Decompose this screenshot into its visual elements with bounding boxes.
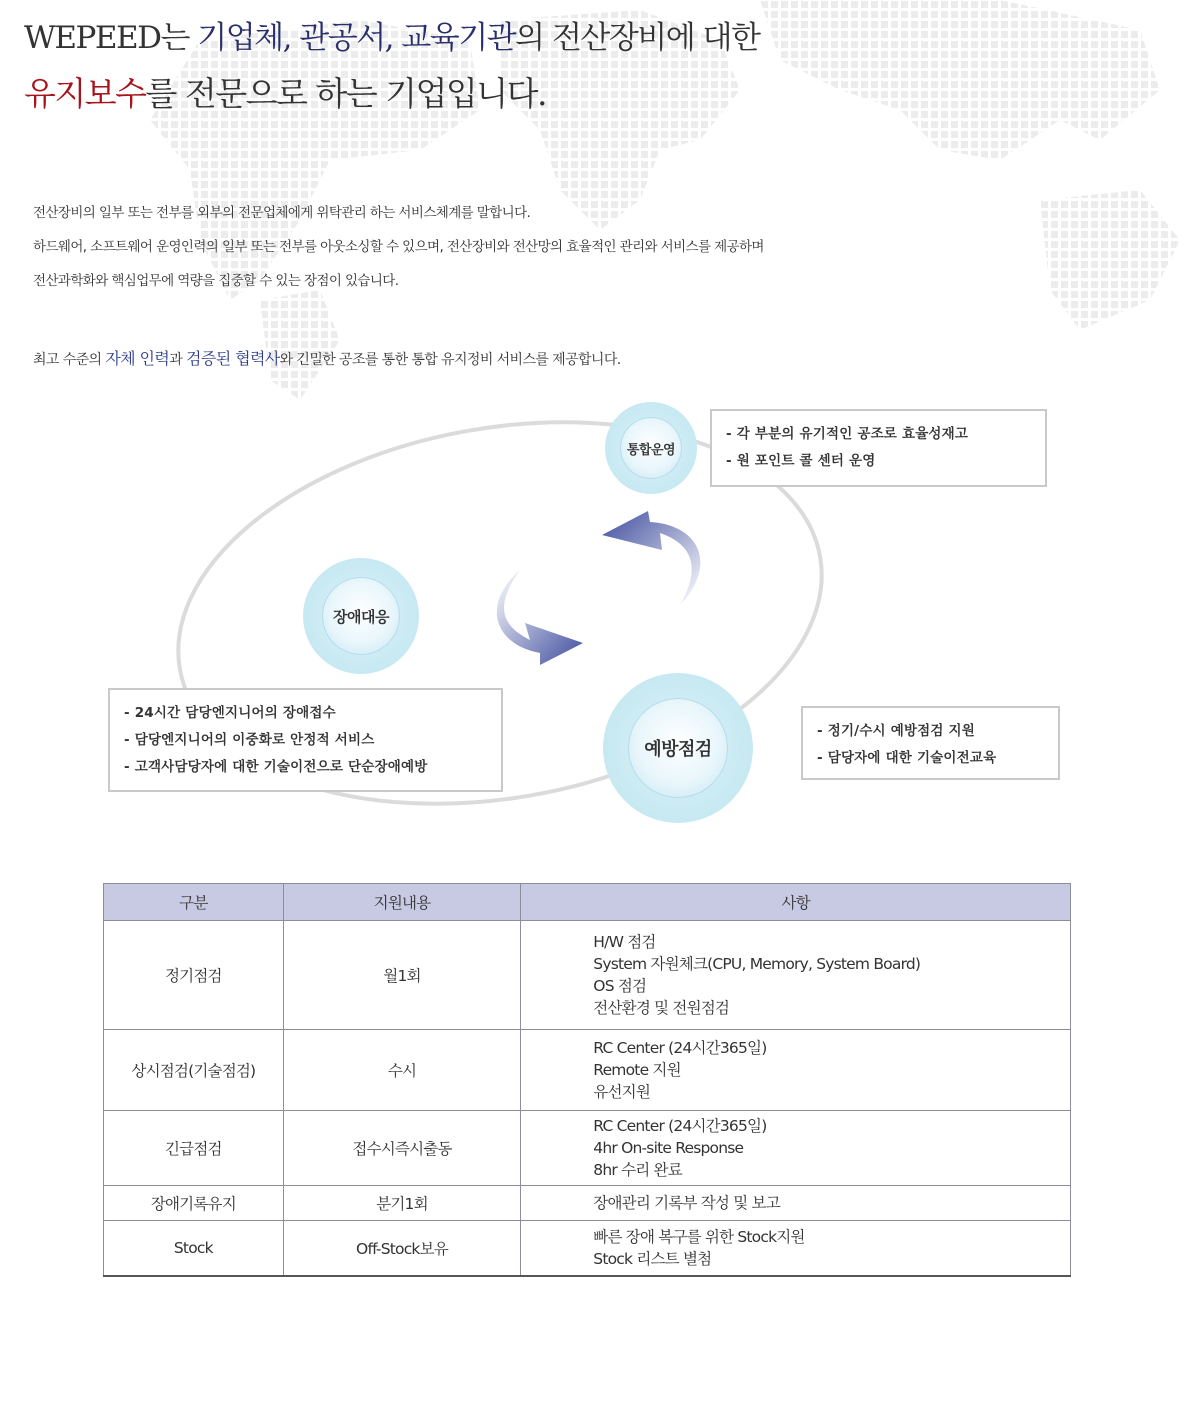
cell-category: 정기점검 bbox=[104, 921, 284, 1030]
summary-highlight-own-staff: 자체 인력 bbox=[105, 349, 170, 368]
service-summary bbox=[33, 346, 621, 369]
detail-line: 4hr On-site Response bbox=[593, 1139, 744, 1157]
headline-maintenance: 유지보수 bbox=[24, 74, 146, 113]
info-item: - 담당엔지니어의 이중화로 안정적 서비스 bbox=[124, 732, 375, 748]
table-row bbox=[104, 1186, 1071, 1221]
node-label: 장애대응 bbox=[333, 607, 389, 626]
summary-prefix: 최고 수준의 bbox=[33, 352, 106, 368]
detail-line: H/W 점검 bbox=[593, 933, 656, 951]
table-row bbox=[104, 1221, 1071, 1277]
cell-category: Stock bbox=[104, 1221, 284, 1277]
detail-line: RC Center (24시간365일) bbox=[593, 1039, 767, 1057]
cell-details bbox=[521, 1111, 1071, 1186]
headline-clients: 기업체, 관공서, 교육기관 bbox=[197, 20, 516, 56]
header-support: 지원내용 bbox=[283, 884, 521, 921]
summary-highlight-partners: 검증된 협력사 bbox=[186, 349, 280, 368]
node-preventive-inspection bbox=[603, 673, 753, 823]
headline-line-2 bbox=[24, 68, 546, 115]
maintenance-support-table bbox=[103, 883, 1071, 1277]
summary-middle: 과 bbox=[169, 352, 187, 368]
cell-category: 장애기록유지 bbox=[104, 1186, 284, 1221]
table-header-row bbox=[104, 884, 1071, 921]
intro-line: 하드웨어, 소프트웨어 운영인력의 일부 또는 전부를 아웃소싱할 수 있으며, 전산장비와 전산망의 효율적인 관리와 서비스를 제공하며 bbox=[33, 239, 764, 255]
intro-line: 전산장비의 일부 또는 전부를 외부의 전문업체에게 위탁관리 하는 서비스체계를 말합니다. bbox=[33, 205, 531, 221]
summary-suffix: 와 긴밀한 공조를 통한 통합 유지정비 서비스를 제공합니다. bbox=[279, 352, 621, 368]
table-row bbox=[104, 1030, 1071, 1111]
cell-details bbox=[521, 1186, 1071, 1221]
cycle-arrow-down-right bbox=[497, 570, 583, 665]
detail-line: 장애관리 기록부 작성 및 보고 bbox=[593, 1194, 780, 1212]
detail-line: System 자원체크(CPU, Memory, System Board) bbox=[593, 955, 921, 973]
header-category: 구분 bbox=[104, 884, 284, 921]
detail-line: 전산환경 및 전원점검 bbox=[593, 999, 730, 1017]
cycle-arrow-up-left bbox=[602, 511, 700, 605]
table-row bbox=[104, 1111, 1071, 1186]
info-box-failure-response bbox=[108, 688, 503, 792]
intro-line: 전산과학화와 핵심업무에 역량을 집중할 수 있는 장점이 있습니다. bbox=[33, 273, 399, 289]
detail-line: RC Center (24시간365일) bbox=[593, 1117, 767, 1135]
node-label: 통합운영 bbox=[626, 442, 676, 458]
headline-line2-suffix: 를 전문으로 하는 기업입니다. bbox=[145, 74, 547, 113]
node-failure-response bbox=[303, 558, 419, 674]
cell-support: 분기1회 bbox=[283, 1186, 521, 1221]
detail-line: OS 점검 bbox=[593, 977, 647, 995]
cell-category: 상시점검(기술점검) bbox=[104, 1030, 284, 1111]
info-box-integrated-operation bbox=[710, 409, 1047, 487]
headline-line1-suffix: 의 전산장비에 대한 bbox=[515, 20, 760, 56]
cell-support: Off-Stock보유 bbox=[283, 1221, 521, 1277]
cell-support: 월1회 bbox=[283, 921, 521, 1030]
cell-details bbox=[521, 1221, 1071, 1277]
service-cycle-diagram bbox=[100, 395, 1100, 815]
cell-details bbox=[521, 921, 1071, 1030]
info-item: - 원 포인트 콜 센터 운영 bbox=[726, 453, 876, 469]
info-item: - 24시간 담당엔지니어의 장애접수 bbox=[124, 705, 336, 721]
cell-support: 접수시즉시출동 bbox=[283, 1111, 521, 1186]
node-label: 예방점검 bbox=[644, 739, 712, 760]
detail-line: Stock 리스트 별첨 bbox=[593, 1250, 712, 1268]
info-item: - 고객사담당자에 대한 기술이전으로 단순장애예방 bbox=[124, 759, 428, 775]
table-row bbox=[104, 921, 1071, 1030]
cell-details bbox=[521, 1030, 1071, 1111]
detail-line: Remote 지원 bbox=[593, 1061, 681, 1079]
info-item: - 정기/수시 예방점검 지원 bbox=[817, 723, 976, 739]
node-integrated-operation bbox=[605, 402, 697, 494]
detail-line: 8hr 수리 완료 bbox=[593, 1161, 682, 1179]
headline-company: WEPEED는 bbox=[24, 20, 198, 56]
cell-support: 수시 bbox=[283, 1030, 521, 1111]
info-item: - 각 부분의 유기적인 공조로 효율성재고 bbox=[726, 426, 969, 442]
info-box-preventive-inspection bbox=[801, 706, 1060, 780]
info-item: - 담당자에 대한 기술이전교육 bbox=[817, 750, 997, 766]
header-details: 사항 bbox=[521, 884, 1071, 921]
detail-line: 유선지원 bbox=[593, 1083, 650, 1101]
cell-category: 긴급점검 bbox=[104, 1111, 284, 1186]
headline-line-1 bbox=[24, 12, 759, 57]
detail-line: 빠른 장애 복구를 위한 Stock지원 bbox=[593, 1228, 805, 1246]
intro-paragraph bbox=[33, 196, 764, 298]
